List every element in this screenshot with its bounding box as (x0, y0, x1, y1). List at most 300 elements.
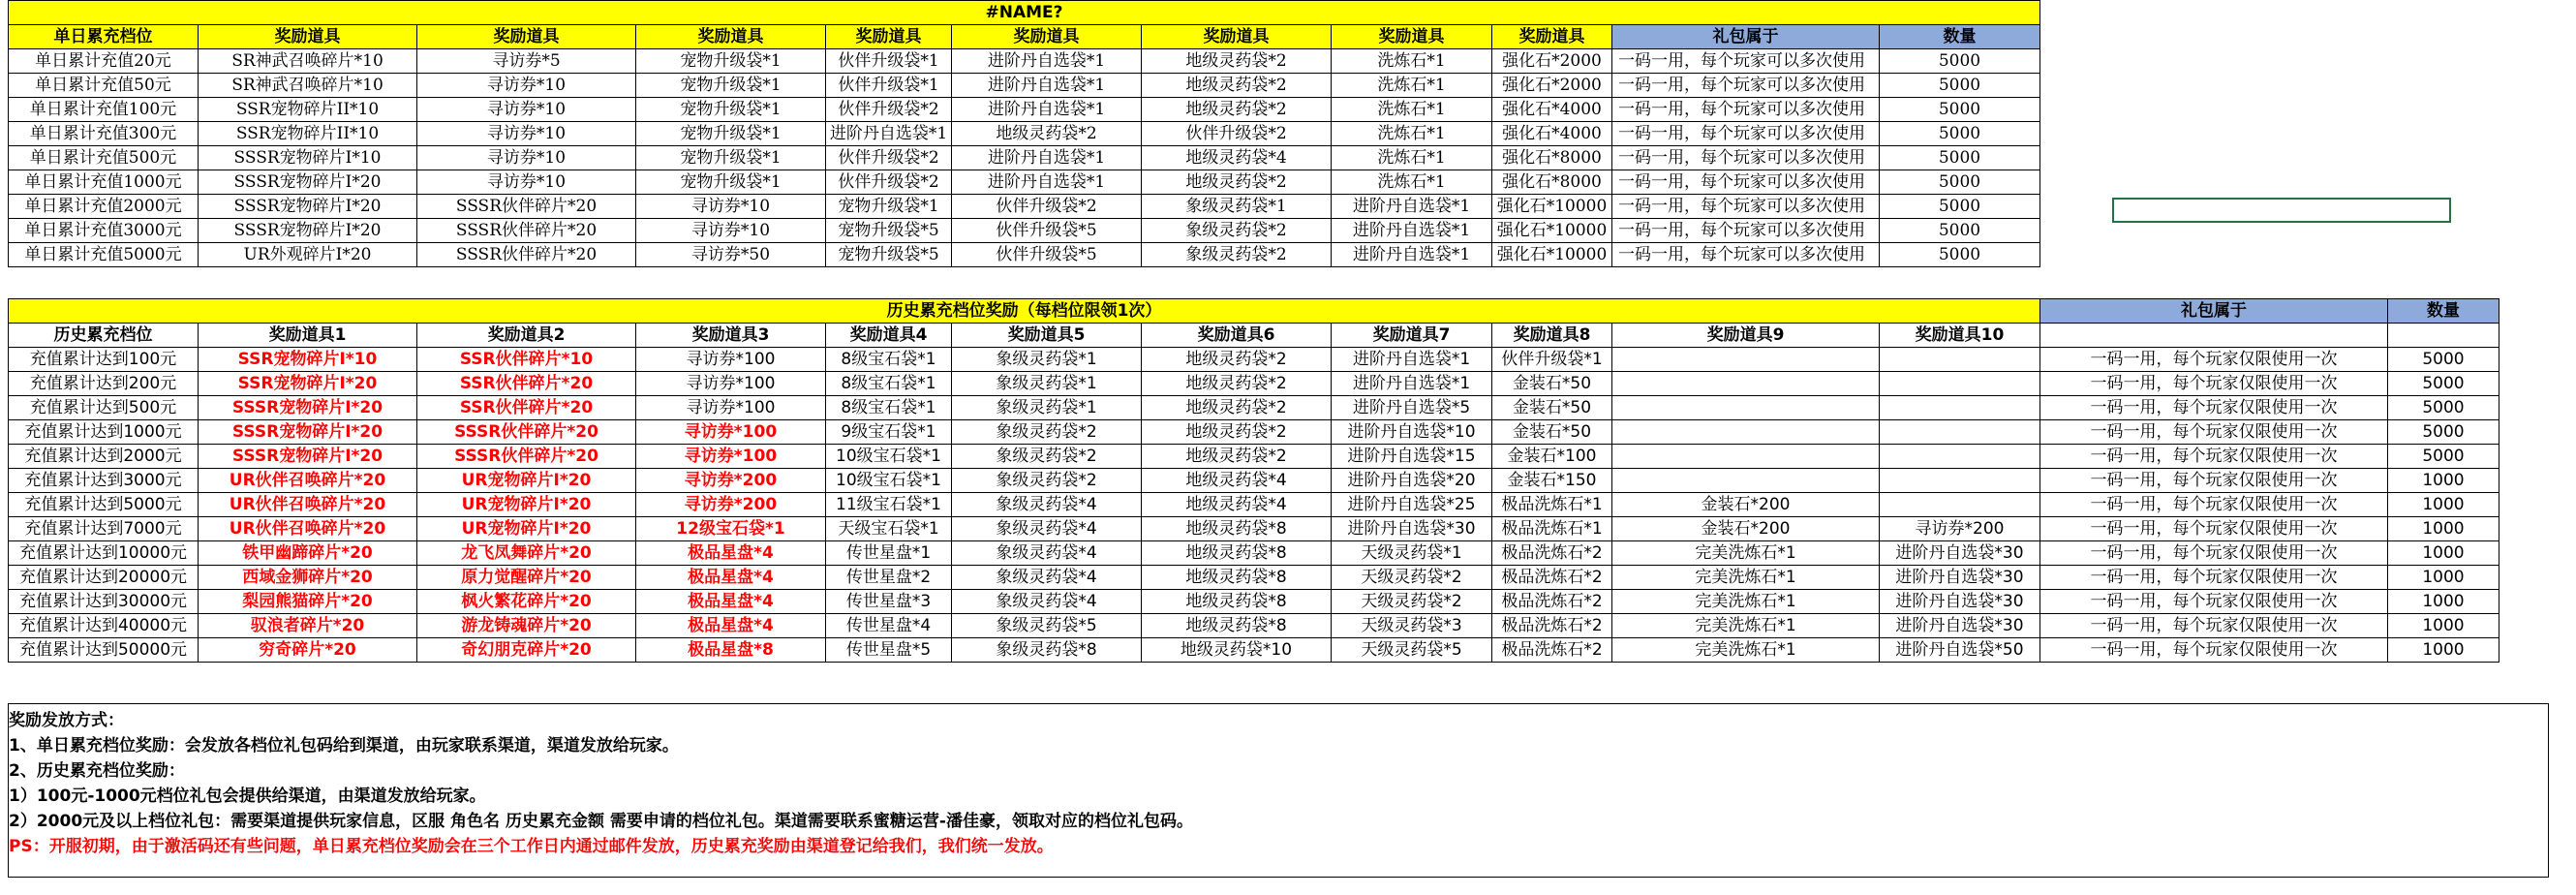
table-cell[interactable]: 充值累计达到100元 (9, 348, 199, 372)
header-cell[interactable]: 奖励道具 (636, 25, 826, 49)
table-cell[interactable]: 传世星盘*5 (826, 638, 952, 663)
table-cell[interactable]: 传世星盘*3 (826, 590, 952, 614)
table-cell[interactable]: 洗炼石*1 (1332, 122, 1492, 146)
table-cell[interactable]: 强化石*8000 (1492, 170, 1612, 195)
table-cell[interactable]: 进阶丹自选袋*30 (1880, 541, 2040, 566)
table-cell[interactable]: 象级灵药袋*5 (952, 614, 1142, 638)
table-cell[interactable]: 寻访券*10 (417, 170, 636, 195)
header-cell[interactable]: 奖励道具 (1142, 25, 1332, 49)
table-cell[interactable] (1612, 469, 1880, 493)
table-cell[interactable] (1880, 372, 2040, 396)
table-cell[interactable]: 象级灵药袋*8 (952, 638, 1142, 663)
table-cell[interactable]: 充值累计达到200元 (9, 372, 199, 396)
table-cell[interactable]: 象级灵药袋*2 (952, 420, 1142, 445)
table-cell[interactable]: 进阶丹自选袋*1 (952, 74, 1142, 98)
table-cell[interactable]: SR神武召唤碎片*10 (199, 49, 417, 74)
table-cell[interactable]: 11级宝石袋*1 (826, 493, 952, 517)
table-cell[interactable]: 充值累计达到3000元 (9, 469, 199, 493)
table-cell[interactable]: 进阶丹自选袋*1 (1332, 243, 1492, 267)
table-cell[interactable]: UR伙伴召唤碎片*20 (199, 469, 417, 493)
table-cell[interactable]: 5000 (1880, 219, 2040, 243)
table-cell[interactable]: 进阶丹自选袋*1 (952, 49, 1142, 74)
table-cell[interactable]: 单日累计充值3000元 (9, 219, 199, 243)
table-cell[interactable]: 伙伴升级袋*2 (1142, 122, 1332, 146)
table-cell[interactable]: 单日累计充值1000元 (9, 170, 199, 195)
table-cell[interactable]: 进阶丹自选袋*30 (1880, 566, 2040, 590)
table-cell[interactable]: 象级灵药袋*2 (1142, 219, 1332, 243)
table-cell[interactable]: SSSR宠物碎片I*10 (199, 146, 417, 170)
table-cell[interactable]: 充值累计达到20000元 (9, 566, 199, 590)
table-cell[interactable]: 极品洗炼石*2 (1492, 566, 1612, 590)
header-cell[interactable]: 奖励道具1 (199, 324, 417, 348)
table-cell[interactable]: 1000 (2388, 638, 2499, 663)
table-cell[interactable]: 伙伴升级袋*2 (826, 170, 952, 195)
table-cell[interactable]: 一码一用，每个玩家可以多次使用 (1612, 122, 1880, 146)
table-cell[interactable]: 5000 (2388, 420, 2499, 445)
table-cell[interactable]: 象级灵药袋*4 (952, 493, 1142, 517)
table-cell[interactable]: 强化石*4000 (1492, 98, 1612, 122)
table-cell[interactable] (1612, 372, 1880, 396)
table-cell[interactable]: 极品洗炼石*2 (1492, 614, 1612, 638)
table-cell[interactable]: 一码一用，每个玩家仅限使用一次 (2040, 638, 2388, 663)
daily-banner-cell[interactable]: #NAME? (9, 1, 2040, 25)
table-cell[interactable]: 极品洗炼石*2 (1492, 638, 1612, 663)
table-cell[interactable]: SSR伙伴碎片*20 (417, 372, 636, 396)
table-cell[interactable]: 5000 (2388, 396, 2499, 420)
table-cell[interactable]: 宠物升级袋*1 (826, 195, 952, 219)
table-cell[interactable]: 伙伴升级袋*1 (826, 49, 952, 74)
table-cell[interactable]: 驭浪者碎片*20 (199, 614, 417, 638)
header-cell[interactable]: 数量 (1880, 25, 2040, 49)
table-cell[interactable]: 金装石*150 (1492, 469, 1612, 493)
table-cell[interactable]: 穷奇碎片*20 (199, 638, 417, 663)
table-cell[interactable]: 极品星盘*8 (636, 638, 826, 663)
table-cell[interactable]: 地级灵药袋*2 (1142, 74, 1332, 98)
table-cell[interactable]: SSSR宠物碎片I*20 (199, 420, 417, 445)
table-cell[interactable] (1612, 396, 1880, 420)
header-cell[interactable]: 奖励道具3 (636, 324, 826, 348)
table-cell[interactable]: UR外观碎片I*20 (199, 243, 417, 267)
table-cell[interactable]: 进阶丹自选袋*20 (1332, 469, 1492, 493)
table-cell[interactable]: SSSR伙伴碎片*20 (417, 219, 636, 243)
table-cell[interactable]: 充值累计达到7000元 (9, 517, 199, 541)
table-cell[interactable]: 地级灵药袋*8 (1142, 517, 1332, 541)
table-cell[interactable]: 一码一用，每个玩家仅限使用一次 (2040, 566, 2388, 590)
table-cell[interactable]: 象级灵药袋*2 (1142, 243, 1332, 267)
table-cell[interactable]: 一码一用，每个玩家仅限使用一次 (2040, 614, 2388, 638)
table-cell[interactable]: 进阶丹自选袋*10 (1332, 420, 1492, 445)
table-cell[interactable]: SSR伙伴碎片*20 (417, 396, 636, 420)
header-cell[interactable]: 历史累充档位 (9, 324, 199, 348)
table-cell[interactable]: 传世星盘*2 (826, 566, 952, 590)
table-cell[interactable]: 1000 (2388, 517, 2499, 541)
table-cell[interactable]: 象级灵药袋*4 (952, 566, 1142, 590)
table-cell[interactable]: 进阶丹自选袋*30 (1332, 517, 1492, 541)
table-cell[interactable]: 伙伴升级袋*2 (826, 98, 952, 122)
table-cell[interactable]: 寻访券*10 (417, 122, 636, 146)
table-cell[interactable]: 完美洗炼石*1 (1612, 590, 1880, 614)
table-cell[interactable]: 龙飞凤舞碎片*20 (417, 541, 636, 566)
table-cell[interactable]: 充值累计达到40000元 (9, 614, 199, 638)
table-cell[interactable]: 充值累计达到500元 (9, 396, 199, 420)
table-cell[interactable]: 8级宝石袋*1 (826, 348, 952, 372)
table-cell[interactable]: 进阶丹自选袋*1 (1332, 372, 1492, 396)
table-cell[interactable]: 强化石*2000 (1492, 74, 1612, 98)
table-cell[interactable]: 象级灵药袋*4 (952, 541, 1142, 566)
table-cell[interactable]: 宠物升级袋*1 (636, 122, 826, 146)
header-cell[interactable] (2388, 324, 2499, 348)
table-cell[interactable] (1880, 396, 2040, 420)
table-cell[interactable]: 一码一用，每个玩家仅限使用一次 (2040, 420, 2388, 445)
table-cell[interactable]: SSSR伙伴碎片*20 (417, 445, 636, 469)
table-cell[interactable]: 西域金狮碎片*20 (199, 566, 417, 590)
table-cell[interactable]: 极品星盘*4 (636, 614, 826, 638)
table-cell[interactable]: 5000 (1880, 49, 2040, 74)
table-cell[interactable]: 地级灵药袋*2 (1142, 348, 1332, 372)
header-cell[interactable]: 礼包属于 (1612, 25, 1880, 49)
table-cell[interactable]: 强化石*10000 (1492, 195, 1612, 219)
table-cell[interactable]: 一码一用，每个玩家可以多次使用 (1612, 98, 1880, 122)
table-cell[interactable]: 进阶丹自选袋*15 (1332, 445, 1492, 469)
table-cell[interactable]: 1000 (2388, 541, 2499, 566)
table-cell[interactable]: 单日累计充值20元 (9, 49, 199, 74)
table-cell[interactable]: 天级宝石袋*1 (826, 517, 952, 541)
table-cell[interactable]: 宠物升级袋*1 (636, 49, 826, 74)
table-cell[interactable]: 一码一用，每个玩家可以多次使用 (1612, 74, 1880, 98)
table-cell[interactable]: 1000 (2388, 614, 2499, 638)
table-cell[interactable]: 宠物升级袋*1 (636, 170, 826, 195)
table-cell[interactable]: 金装石*50 (1492, 396, 1612, 420)
table-cell[interactable]: 天级灵药袋*1 (1332, 541, 1492, 566)
table-cell[interactable]: 寻访券*100 (636, 420, 826, 445)
header-cell[interactable]: 单日累充档位 (9, 25, 199, 49)
table-cell[interactable]: SSR宠物碎片I*10 (199, 348, 417, 372)
table-cell[interactable]: 极品星盘*4 (636, 590, 826, 614)
table-cell[interactable]: 一码一用，每个玩家仅限使用一次 (2040, 396, 2388, 420)
table-cell[interactable]: 5000 (2388, 348, 2499, 372)
table-cell[interactable]: 寻访券*100 (636, 348, 826, 372)
table-cell[interactable]: 地级灵药袋*8 (1142, 614, 1332, 638)
table-cell[interactable]: 宠物升级袋*1 (636, 74, 826, 98)
table-cell[interactable]: 5000 (1880, 170, 2040, 195)
table-cell[interactable]: 一码一用，每个玩家仅限使用一次 (2040, 445, 2388, 469)
table-cell[interactable]: 寻访券*200 (1880, 517, 2040, 541)
table-cell[interactable]: 进阶丹自选袋*1 (1332, 195, 1492, 219)
table-cell[interactable]: 一码一用，每个玩家仅限使用一次 (2040, 348, 2388, 372)
table-cell[interactable]: 伙伴升级袋*1 (826, 74, 952, 98)
table-cell[interactable]: 寻访券*10 (417, 146, 636, 170)
table-cell[interactable]: 8级宝石袋*1 (826, 396, 952, 420)
table-cell[interactable]: 极品星盘*4 (636, 541, 826, 566)
table-cell[interactable]: 寻访券*10 (417, 74, 636, 98)
table-cell[interactable]: 5000 (1880, 98, 2040, 122)
table-cell[interactable] (1880, 348, 2040, 372)
table-cell[interactable]: 传世星盘*4 (826, 614, 952, 638)
table-cell[interactable]: 完美洗炼石*1 (1612, 566, 1880, 590)
table-cell[interactable]: SSR宠物碎片I*20 (199, 372, 417, 396)
table-cell[interactable] (1612, 445, 1880, 469)
table-cell[interactable]: 进阶丹自选袋*50 (1880, 638, 2040, 663)
table-cell[interactable]: 寻访券*100 (636, 445, 826, 469)
table-cell[interactable]: 极品洗炼石*1 (1492, 493, 1612, 517)
table-cell[interactable]: 单日累计充值300元 (9, 122, 199, 146)
table-cell[interactable]: 5000 (2388, 445, 2499, 469)
table-cell[interactable]: 一码一用，每个玩家可以多次使用 (1612, 243, 1880, 267)
table-cell[interactable]: SSR伙伴碎片*10 (417, 348, 636, 372)
table-cell[interactable]: 传世星盘*1 (826, 541, 952, 566)
table-cell[interactable]: 寻访券*10 (636, 195, 826, 219)
table-cell[interactable]: 天级灵药袋*2 (1332, 566, 1492, 590)
table-cell[interactable]: 地级灵药袋*2 (1142, 49, 1332, 74)
table-cell[interactable]: 单日累计充值100元 (9, 98, 199, 122)
table-cell[interactable]: 宠物升级袋*1 (636, 98, 826, 122)
table-cell[interactable]: 寻访券*100 (636, 372, 826, 396)
table-cell[interactable]: 寻访券*5 (417, 49, 636, 74)
table-cell[interactable]: SR神武召唤碎片*10 (199, 74, 417, 98)
header-cell[interactable]: 奖励道具 (199, 25, 417, 49)
table-cell[interactable]: 5000 (1880, 243, 2040, 267)
table-cell[interactable]: 充值累计达到30000元 (9, 590, 199, 614)
table-cell[interactable]: 完美洗炼石*1 (1612, 614, 1880, 638)
table-cell[interactable]: 1000 (2388, 566, 2499, 590)
table-cell[interactable]: 金装石*200 (1612, 517, 1880, 541)
table-cell[interactable]: 地级灵药袋*2 (1142, 372, 1332, 396)
table-cell[interactable]: SSSR宠物碎片I*20 (199, 195, 417, 219)
table-cell[interactable]: SSSR宠物碎片I*20 (199, 445, 417, 469)
table-cell[interactable]: 单日累计充值2000元 (9, 195, 199, 219)
table-cell[interactable]: 5000 (2388, 372, 2499, 396)
table-cell[interactable]: UR宠物碎片I*20 (417, 517, 636, 541)
table-cell[interactable]: 枫火繁花碎片*20 (417, 590, 636, 614)
header-cell[interactable]: 奖励道具 (1332, 25, 1492, 49)
table-cell[interactable] (1880, 420, 2040, 445)
table-cell[interactable] (1880, 493, 2040, 517)
table-cell[interactable]: 一码一用，每个玩家可以多次使用 (1612, 146, 1880, 170)
table-cell[interactable]: 进阶丹自选袋*1 (1332, 219, 1492, 243)
table-cell[interactable]: 天级灵药袋*3 (1332, 614, 1492, 638)
table-cell[interactable]: 8级宝石袋*1 (826, 372, 952, 396)
table-cell[interactable]: 进阶丹自选袋*1 (952, 98, 1142, 122)
table-cell[interactable]: 寻访券*10 (417, 98, 636, 122)
table-cell[interactable]: 强化石*10000 (1492, 243, 1612, 267)
header-cell[interactable]: 奖励道具5 (952, 324, 1142, 348)
header-cell[interactable]: 奖励道具 (826, 25, 952, 49)
table-cell[interactable]: SSSR伙伴碎片*20 (417, 195, 636, 219)
table-cell[interactable]: 充值累计达到2000元 (9, 445, 199, 469)
table-cell[interactable]: 伙伴升级袋*1 (1492, 348, 1612, 372)
table-cell[interactable] (1880, 469, 2040, 493)
table-cell[interactable]: 充值累计达到1000元 (9, 420, 199, 445)
table-cell[interactable]: 宠物升级袋*5 (826, 243, 952, 267)
table-cell[interactable]: 洗炼石*1 (1332, 49, 1492, 74)
table-cell[interactable]: 金装石*200 (1612, 493, 1880, 517)
table-cell[interactable]: 单日累计充值50元 (9, 74, 199, 98)
spacer-cell (9, 267, 2040, 292)
table-cell[interactable]: SSSR宠物碎片I*20 (199, 170, 417, 195)
table-cell[interactable]: 伙伴升级袋*2 (826, 146, 952, 170)
table-cell[interactable]: 寻访券*200 (636, 493, 826, 517)
table-cell[interactable]: 单日累计充值500元 (9, 146, 199, 170)
table-cell[interactable]: 伙伴升级袋*2 (952, 195, 1142, 219)
table-cell[interactable]: 12级宝石袋*1 (636, 517, 826, 541)
table-cell[interactable]: 一码一用，每个玩家可以多次使用 (1612, 170, 1880, 195)
table-cell[interactable]: 强化石*4000 (1492, 122, 1612, 146)
table-cell[interactable]: 一码一用，每个玩家仅限使用一次 (2040, 372, 2388, 396)
table-cell[interactable]: 进阶丹自选袋*5 (1332, 396, 1492, 420)
table-cell[interactable]: 奇幻朋克碎片*20 (417, 638, 636, 663)
table-cell[interactable]: UR伙伴召唤碎片*20 (199, 517, 417, 541)
table-cell[interactable]: 9级宝石袋*1 (826, 420, 952, 445)
table-row (9, 541, 2499, 566)
header-cell[interactable] (2040, 324, 2388, 348)
table-cell[interactable]: 地级灵药袋*2 (1142, 170, 1332, 195)
table-cell[interactable]: 象级灵药袋*4 (952, 517, 1142, 541)
table-cell[interactable]: 1000 (2388, 590, 2499, 614)
table-cell[interactable]: 地级灵药袋*4 (1142, 146, 1332, 170)
table-cell[interactable]: 洗炼石*1 (1332, 146, 1492, 170)
table-cell[interactable]: 地级灵药袋*2 (1142, 445, 1332, 469)
table-cell[interactable]: 进阶丹自选袋*25 (1332, 493, 1492, 517)
table-cell[interactable]: SSR宠物碎片II*10 (199, 98, 417, 122)
table-cell[interactable]: 10级宝石袋*1 (826, 469, 952, 493)
table-cell[interactable]: 金装石*100 (1492, 445, 1612, 469)
table-cell[interactable]: 象级灵药袋*1 (1142, 195, 1332, 219)
header-cell[interactable]: 奖励道具4 (826, 324, 952, 348)
table-cell[interactable]: 地级灵药袋*2 (952, 122, 1142, 146)
header-cell[interactable]: 奖励道具7 (1332, 324, 1492, 348)
header-cell[interactable]: 奖励道具 (1492, 25, 1612, 49)
table-cell[interactable]: 极品洗炼石*2 (1492, 590, 1612, 614)
table-cell[interactable]: 伙伴升级袋*5 (952, 243, 1142, 267)
table-cell[interactable]: 进阶丹自选袋*30 (1880, 590, 2040, 614)
table-cell[interactable]: 一码一用，每个玩家仅限使用一次 (2040, 590, 2388, 614)
table-cell[interactable]: 地级灵药袋*10 (1142, 638, 1332, 663)
table-cell[interactable]: 一码一用，每个玩家可以多次使用 (1612, 195, 1880, 219)
table-cell[interactable]: SSSR伙伴碎片*20 (417, 420, 636, 445)
table-cell[interactable]: 天级灵药袋*2 (1332, 590, 1492, 614)
table-cell[interactable]: SSR宠物碎片II*10 (199, 122, 417, 146)
table-cell[interactable]: 原力觉醒碎片*20 (417, 566, 636, 590)
table-cell[interactable]: 充值累计达到5000元 (9, 493, 199, 517)
table-cell[interactable]: 伙伴升级袋*5 (952, 219, 1142, 243)
table-cell[interactable]: 极品洗炼石*1 (1492, 517, 1612, 541)
table-cell[interactable]: 洗炼石*1 (1332, 98, 1492, 122)
header-cell[interactable]: 奖励道具 (952, 25, 1142, 49)
table-cell[interactable]: 一码一用，每个玩家可以多次使用 (1612, 219, 1880, 243)
table-cell[interactable]: 地级灵药袋*4 (1142, 469, 1332, 493)
table-cell[interactable]: UR伙伴召唤碎片*20 (199, 493, 417, 517)
table-cell[interactable]: UR宠物碎片I*20 (417, 493, 636, 517)
table-cell[interactable]: 完美洗炼石*1 (1612, 638, 1880, 663)
table-cell[interactable]: 象级灵药袋*4 (952, 590, 1142, 614)
table-cell[interactable]: 充值累计达到50000元 (9, 638, 199, 663)
table-cell[interactable]: 地级灵药袋*8 (1142, 590, 1332, 614)
table-cell[interactable]: 象级灵药袋*2 (952, 469, 1142, 493)
header-cell[interactable]: 奖励道具 (417, 25, 636, 49)
table-cell[interactable] (1612, 348, 1880, 372)
table-cell[interactable]: 10级宝石袋*1 (826, 445, 952, 469)
table-cell[interactable]: 一码一用，每个玩家仅限使用一次 (2040, 493, 2388, 517)
table-cell[interactable]: 完美洗炼石*1 (1612, 541, 1880, 566)
table-cell[interactable]: 一码一用，每个玩家可以多次使用 (1612, 49, 1880, 74)
table-cell[interactable]: 强化石*2000 (1492, 49, 1612, 74)
table-cell[interactable]: 地级灵药袋*8 (1142, 566, 1332, 590)
table-cell[interactable]: 进阶丹自选袋*1 (952, 146, 1142, 170)
table-cell[interactable]: 寻访券*10 (636, 219, 826, 243)
table-cell[interactable]: 地级灵药袋*2 (1142, 420, 1332, 445)
table-cell[interactable]: 寻访券*200 (636, 469, 826, 493)
table-cell[interactable]: 1000 (2388, 493, 2499, 517)
header-cell[interactable]: 奖励道具2 (417, 324, 636, 348)
table-cell[interactable]: 进阶丹自选袋*1 (1332, 348, 1492, 372)
table-cell[interactable]: 5000 (1880, 122, 2040, 146)
table-cell[interactable]: 游龙铸魂碎片*20 (417, 614, 636, 638)
table-cell[interactable]: 地级灵药袋*2 (1142, 396, 1332, 420)
header-cell[interactable]: 奖励道具10 (1880, 324, 2040, 348)
table-cell[interactable]: SSSR宠物碎片I*20 (199, 396, 417, 420)
table-cell[interactable]: 进阶丹自选袋*1 (826, 122, 952, 146)
table-cell[interactable]: 梨园熊猫碎片*20 (199, 590, 417, 614)
table-cell[interactable]: 寻访券*50 (636, 243, 826, 267)
table-cell[interactable]: 象级灵药袋*1 (952, 396, 1142, 420)
table-cell[interactable]: 5000 (1880, 74, 2040, 98)
table-cell[interactable]: 象级灵药袋*1 (952, 348, 1142, 372)
table-cell[interactable]: 强化石*8000 (1492, 146, 1612, 170)
header-cell[interactable]: 奖励道具6 (1142, 324, 1332, 348)
selected-cell[interactable] (2112, 198, 2451, 223)
header-cell[interactable]: 奖励道具9 (1612, 324, 1880, 348)
table-cell[interactable]: 进阶丹自选袋*1 (952, 170, 1142, 195)
table-cell[interactable]: 天级灵药袋*5 (1332, 638, 1492, 663)
table-cell[interactable]: 地级灵药袋*8 (1142, 541, 1332, 566)
table-cell[interactable]: UR宠物碎片I*20 (417, 469, 636, 493)
table-cell[interactable]: 洗炼石*1 (1332, 170, 1492, 195)
table-cell[interactable]: 单日累计充值5000元 (9, 243, 199, 267)
table-cell[interactable]: 极品洗炼石*2 (1492, 541, 1612, 566)
gift-belongs-header[interactable]: 礼包属于 (2040, 299, 2388, 324)
table-cell[interactable] (1612, 420, 1880, 445)
table-cell[interactable]: 充值累计达到10000元 (9, 541, 199, 566)
table-cell[interactable]: 地级灵药袋*4 (1142, 493, 1332, 517)
table-cell[interactable]: SSSR伙伴碎片*20 (417, 243, 636, 267)
history-banner-cell[interactable]: 历史累充档位奖励（每档位限领1次） (9, 299, 2040, 324)
table-cell[interactable]: 宠物升级袋*5 (826, 219, 952, 243)
table-row (9, 49, 2040, 74)
table-cell[interactable]: 强化石*10000 (1492, 219, 1612, 243)
table-cell[interactable]: 宠物升级袋*1 (636, 146, 826, 170)
table-cell[interactable]: 5000 (1880, 195, 2040, 219)
table-cell[interactable] (1880, 445, 2040, 469)
table-cell[interactable]: 寻访券*100 (636, 396, 826, 420)
quantity-header[interactable]: 数量 (2388, 299, 2499, 324)
table-cell[interactable]: 一码一用，每个玩家仅限使用一次 (2040, 541, 2388, 566)
table-cell[interactable]: 极品星盘*4 (636, 566, 826, 590)
table-cell[interactable]: 一码一用，每个玩家仅限使用一次 (2040, 469, 2388, 493)
table-cell[interactable]: 5000 (1880, 146, 2040, 170)
table-cell[interactable]: 1000 (2388, 469, 2499, 493)
table-cell[interactable]: 地级灵药袋*2 (1142, 98, 1332, 122)
table-cell[interactable]: 铁甲幽蹄碎片*20 (199, 541, 417, 566)
header-cell[interactable]: 奖励道具8 (1492, 324, 1612, 348)
table-cell[interactable]: 进阶丹自选袋*30 (1880, 614, 2040, 638)
table-cell[interactable]: 金装石*50 (1492, 372, 1612, 396)
table-cell[interactable]: 象级灵药袋*2 (952, 445, 1142, 469)
table-cell[interactable]: 洗炼石*1 (1332, 74, 1492, 98)
table-cell[interactable]: 象级灵药袋*1 (952, 372, 1142, 396)
table-cell[interactable]: 金装石*50 (1492, 420, 1612, 445)
table-cell[interactable]: 一码一用，每个玩家仅限使用一次 (2040, 517, 2388, 541)
table-cell[interactable]: SSSR宠物碎片I*20 (199, 219, 417, 243)
